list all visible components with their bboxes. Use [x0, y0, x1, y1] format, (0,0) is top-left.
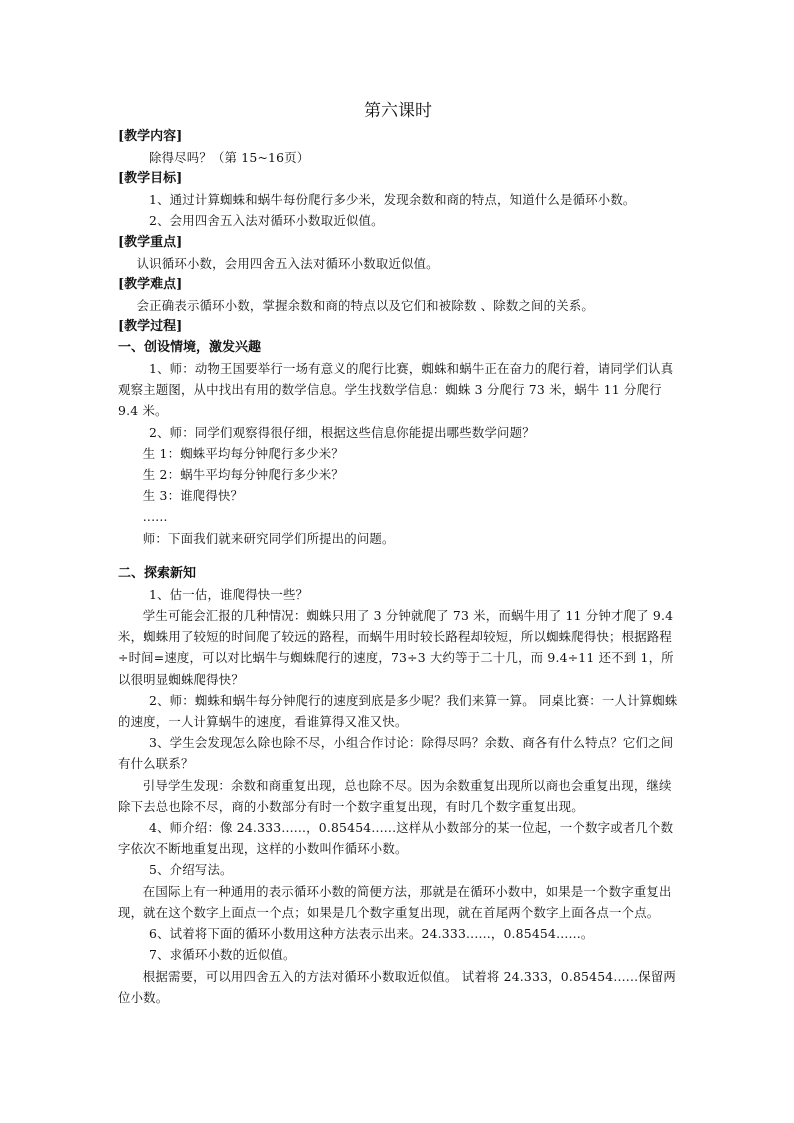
page-title: 第六课时 [364, 101, 432, 121]
step-3: 3、学生会发现怎么除也除不尽，小组合作讨论：除得尽吗？余数、商各有什么特点？它们之间有什么联系？ [118, 735, 674, 772]
part2-heading: 二、探索新知 [118, 565, 197, 581]
goal-1: 1、通过计算蜘蛛和蜗牛每份爬行多少米，发现余数和商的特点，知道什么是循环小数。 [149, 192, 636, 208]
step-4: 4、师介绍：像 24.333......，0.85454......这样从小数部分的某一位起，一个数字或者几个数字依次不断地重复出现，这样的小数叫作循环小数。 [118, 820, 674, 857]
step-2: 2、师：蜘蛛和蜗牛每分钟爬行的速度到底是多少呢？我们来算一算。 同桌比赛：一人计算蜘蛛的速度，一人计算蜗牛的速度，看谁算得又准又快。 [118, 692, 678, 730]
goal-2: 2、会用四舍五入法对循环小数取近似值。 [149, 213, 384, 229]
student-1: 生 1：蜘蛛平均每分钟爬行多少米？ [142, 445, 344, 461]
heading-difficulty: [教学难点] [118, 276, 183, 292]
part1-para-2: 2、师：同学们观察得很仔细，根据这些信息你能提出哪些数学问题？ [149, 424, 535, 440]
heading-goals: [教学目标] [118, 171, 183, 187]
part1-para-1: 1、师：动物王国要举行一场有意义的爬行比赛，蜘蛛和蜗牛正在奋力的爬行着，请同学们认真观察主题图，从中找出有用的数学信息。学生找数学信息：蜘蛛 3 分爬行 73 米，蜗牛 11 分爬行 9.4 米。 [118, 361, 674, 419]
heading-process: [教学过程] [118, 319, 183, 335]
step-3-text: 引导学生发现：余数和商重复出现，总也除不尽。因为余数重复出现所以商也会重复出现，继续除下去总也除不尽，商的小数部分有时一个数字重复出现，有时几个数字重复出现。 [118, 777, 672, 814]
step-7-text: 根据需要，可以用四舍五入的方法对循环小数取近似值。 试着将 24.333，0.85454......保留两位小数。 [118, 968, 676, 1005]
step-7: 7、求循环小数的近似值。 [149, 947, 296, 963]
student-2: 生 2：蜗牛平均每分钟爬行多少米？ [142, 467, 344, 483]
heading-key: [教学重点] [118, 234, 183, 250]
step-5: 5、介绍写法。 [149, 862, 233, 878]
heading-content: [教学内容] [118, 129, 183, 144]
difficulty-text: 会正确表示循环小数，掌握余数和商的特点以及它们和被除数 、除数之间的关系。 [136, 297, 594, 313]
student-3: 生 3：谁爬得快？ [142, 488, 244, 504]
part1-para-3: 师：下面我们就来研究同学们所提出的问题。 [142, 530, 395, 546]
step-5-text: 在国际上有一种通用的表示循环小数的简便方法，那就是在循环小数中，如果是一个数字重复出现，就在这个数字上面点一个点；如果是几个数字重复出现，就在首尾两个数字上面各点一个点。 [118, 883, 672, 920]
step-6: 6、试着将下面的循环小数用这种方法表示出来。24.333......，0.85454......。 [149, 926, 594, 942]
ellipsis: ...... [142, 509, 168, 525]
key-text: 认识循环小数，会用四舍五入法对循环小数取近似值。 [136, 255, 439, 271]
step-1-text: 学生可能会汇报的几种情况：蜘蛛只用了 3 分钟就爬了 73 米，而蜗牛用了 11 分钟才爬了 9.4 米，蜘蛛用了较短的时间爬了较远的路程，而蜗牛用时较长路程却较短，所以蜘蛛爬得快；根据路程÷时间=速度，可以对比蜗牛与蜘蛛爬行的速度，73÷3 大约等于二十几，而 9.4÷11 还不到 1，所以很明显蜘蛛爬得快？ [118, 608, 674, 687]
content-text: 除得尽吗？（第 15~16页） [149, 150, 310, 165]
document-page [118, 96, 678, 1008]
part1-heading: 一、创设情境，激发兴趣 [118, 340, 262, 356]
step-1: 1、估一估，谁爬得快一些？ [149, 586, 309, 602]
